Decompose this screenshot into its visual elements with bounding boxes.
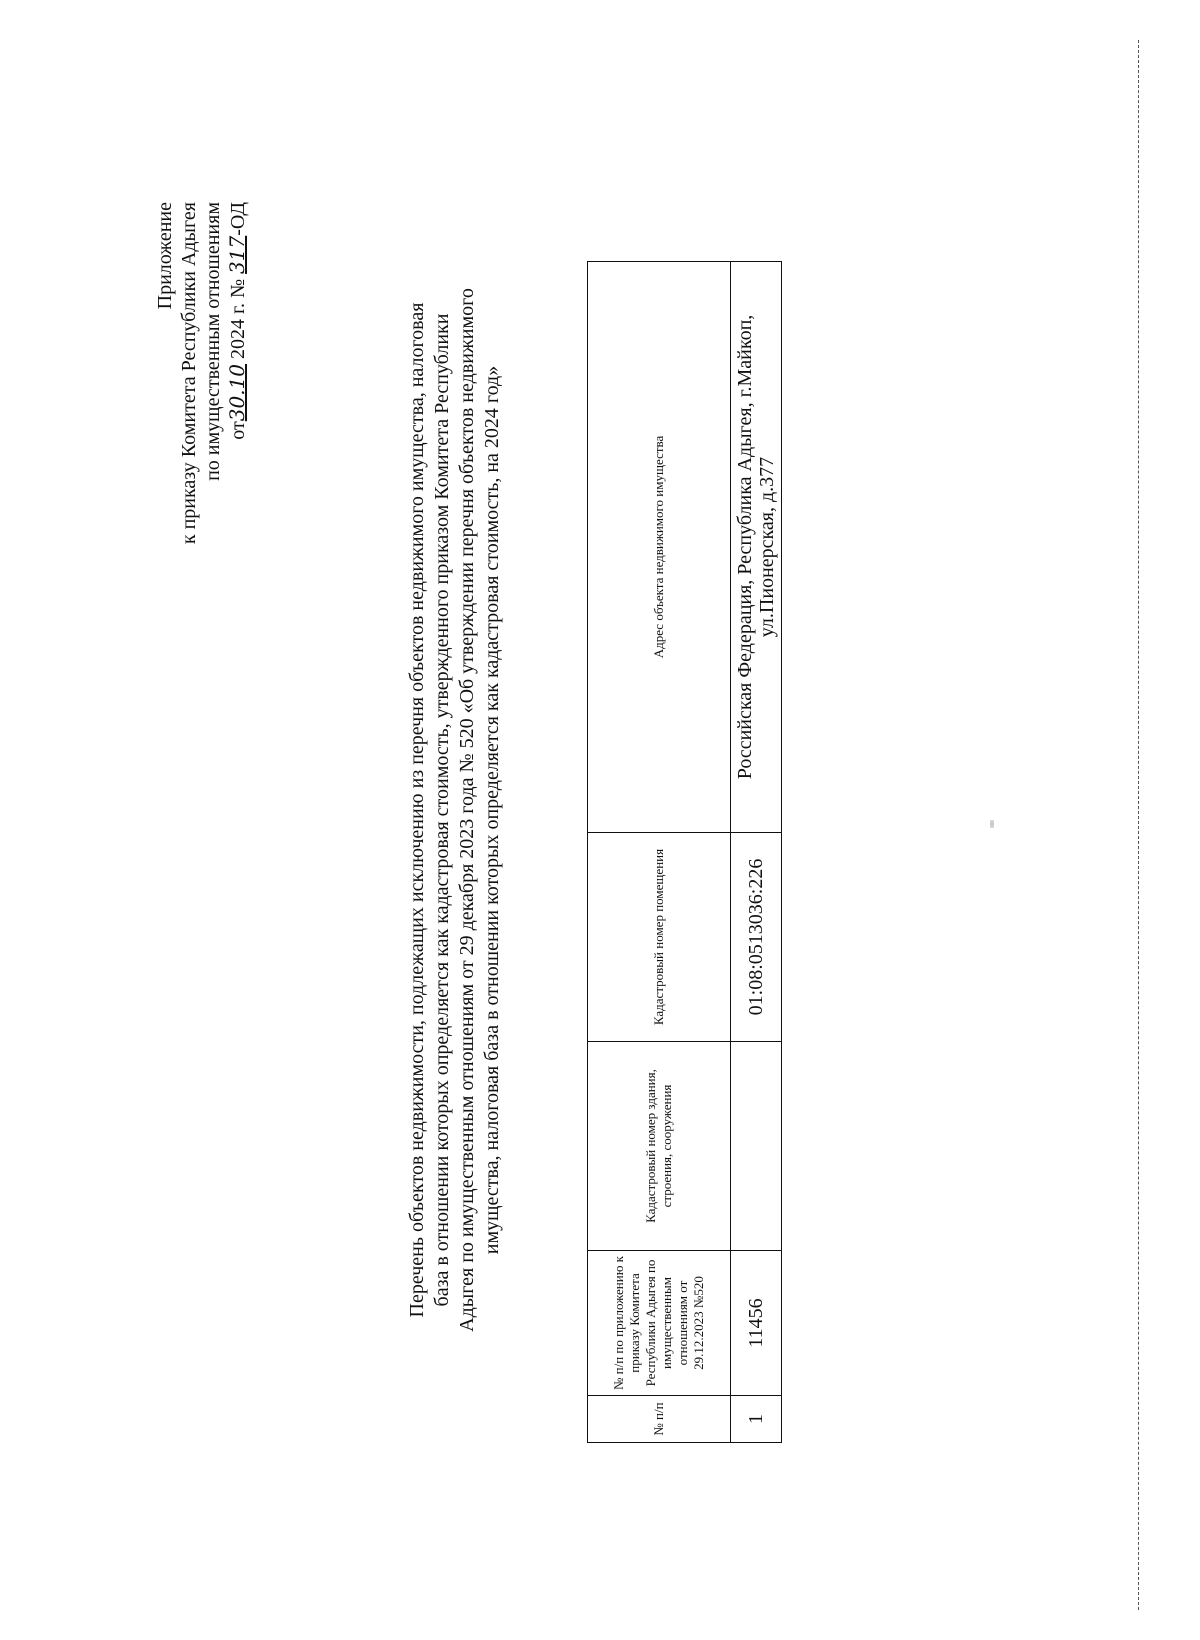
document-title	[405, 260, 505, 1360]
handwritten-order-number: 317	[225, 235, 249, 274]
appendix-order-line: к приказу Комитета Республики Адыгея	[178, 202, 200, 545]
header-row-number: № п/п	[588, 1396, 731, 1443]
header-premise-cadastral: Кадастровый номер помещения	[588, 833, 731, 1042]
title-line: Адыгея по имущественным отношениям от 29 декабря 2023 года № 520 «Об утверждении перечня объектов недвижимого	[456, 288, 478, 1332]
cell-address: Российская Федерация, Республика Адыгея, г.Майкоп, ул.Пионерская, д.377	[731, 262, 782, 833]
cell-appendix-number: 11456	[731, 1251, 782, 1396]
title-line: имущества, налоговая база в отношении которых определяется как кадастровая стоимость, на 2024 год»	[481, 365, 503, 1255]
header-building-cadastral: Кадастровый номер здания, строения, сооружения	[588, 1042, 731, 1251]
appendix-header	[153, 202, 250, 544]
order-number-suffix: -ОД	[227, 202, 249, 236]
appendix-committee-line: по имущественным отношениям	[202, 202, 224, 481]
cell-premise-cadastral: 01:08:0513036:226	[731, 833, 782, 1042]
document-page	[60, 40, 1140, 1600]
table-row	[731, 262, 782, 1443]
title-line: база в отношении которых определяется как кадастровая стоимость, утвержденного приказом Комитета Республики	[431, 313, 453, 1307]
title-line: Перечень объектов недвижимости, подлежащих исключению из перечня объектов недвижимого имущества, налоговая	[406, 302, 428, 1318]
date-prefix: от	[227, 421, 249, 440]
scan-speck	[990, 820, 994, 828]
header-address: Адрес объекта недвижимого имущества	[588, 262, 731, 833]
year-and-number-label: 2024 г. №	[227, 278, 249, 359]
cell-building-cadastral	[731, 1042, 782, 1251]
header-appendix-number: № п/п по приложению к приказу Комитета Республики Адыгея по имущественным отношениям от 29.12.2023 №520	[588, 1251, 731, 1396]
appendix-date-line	[225, 202, 250, 544]
handwritten-date: 30.10	[225, 363, 249, 422]
table-header-row	[588, 262, 731, 1443]
cell-row-number: 1	[731, 1396, 782, 1443]
appendix-title: Приложение	[154, 202, 176, 310]
scan-edge-line	[1138, 40, 1140, 1610]
property-table	[587, 261, 782, 1443]
